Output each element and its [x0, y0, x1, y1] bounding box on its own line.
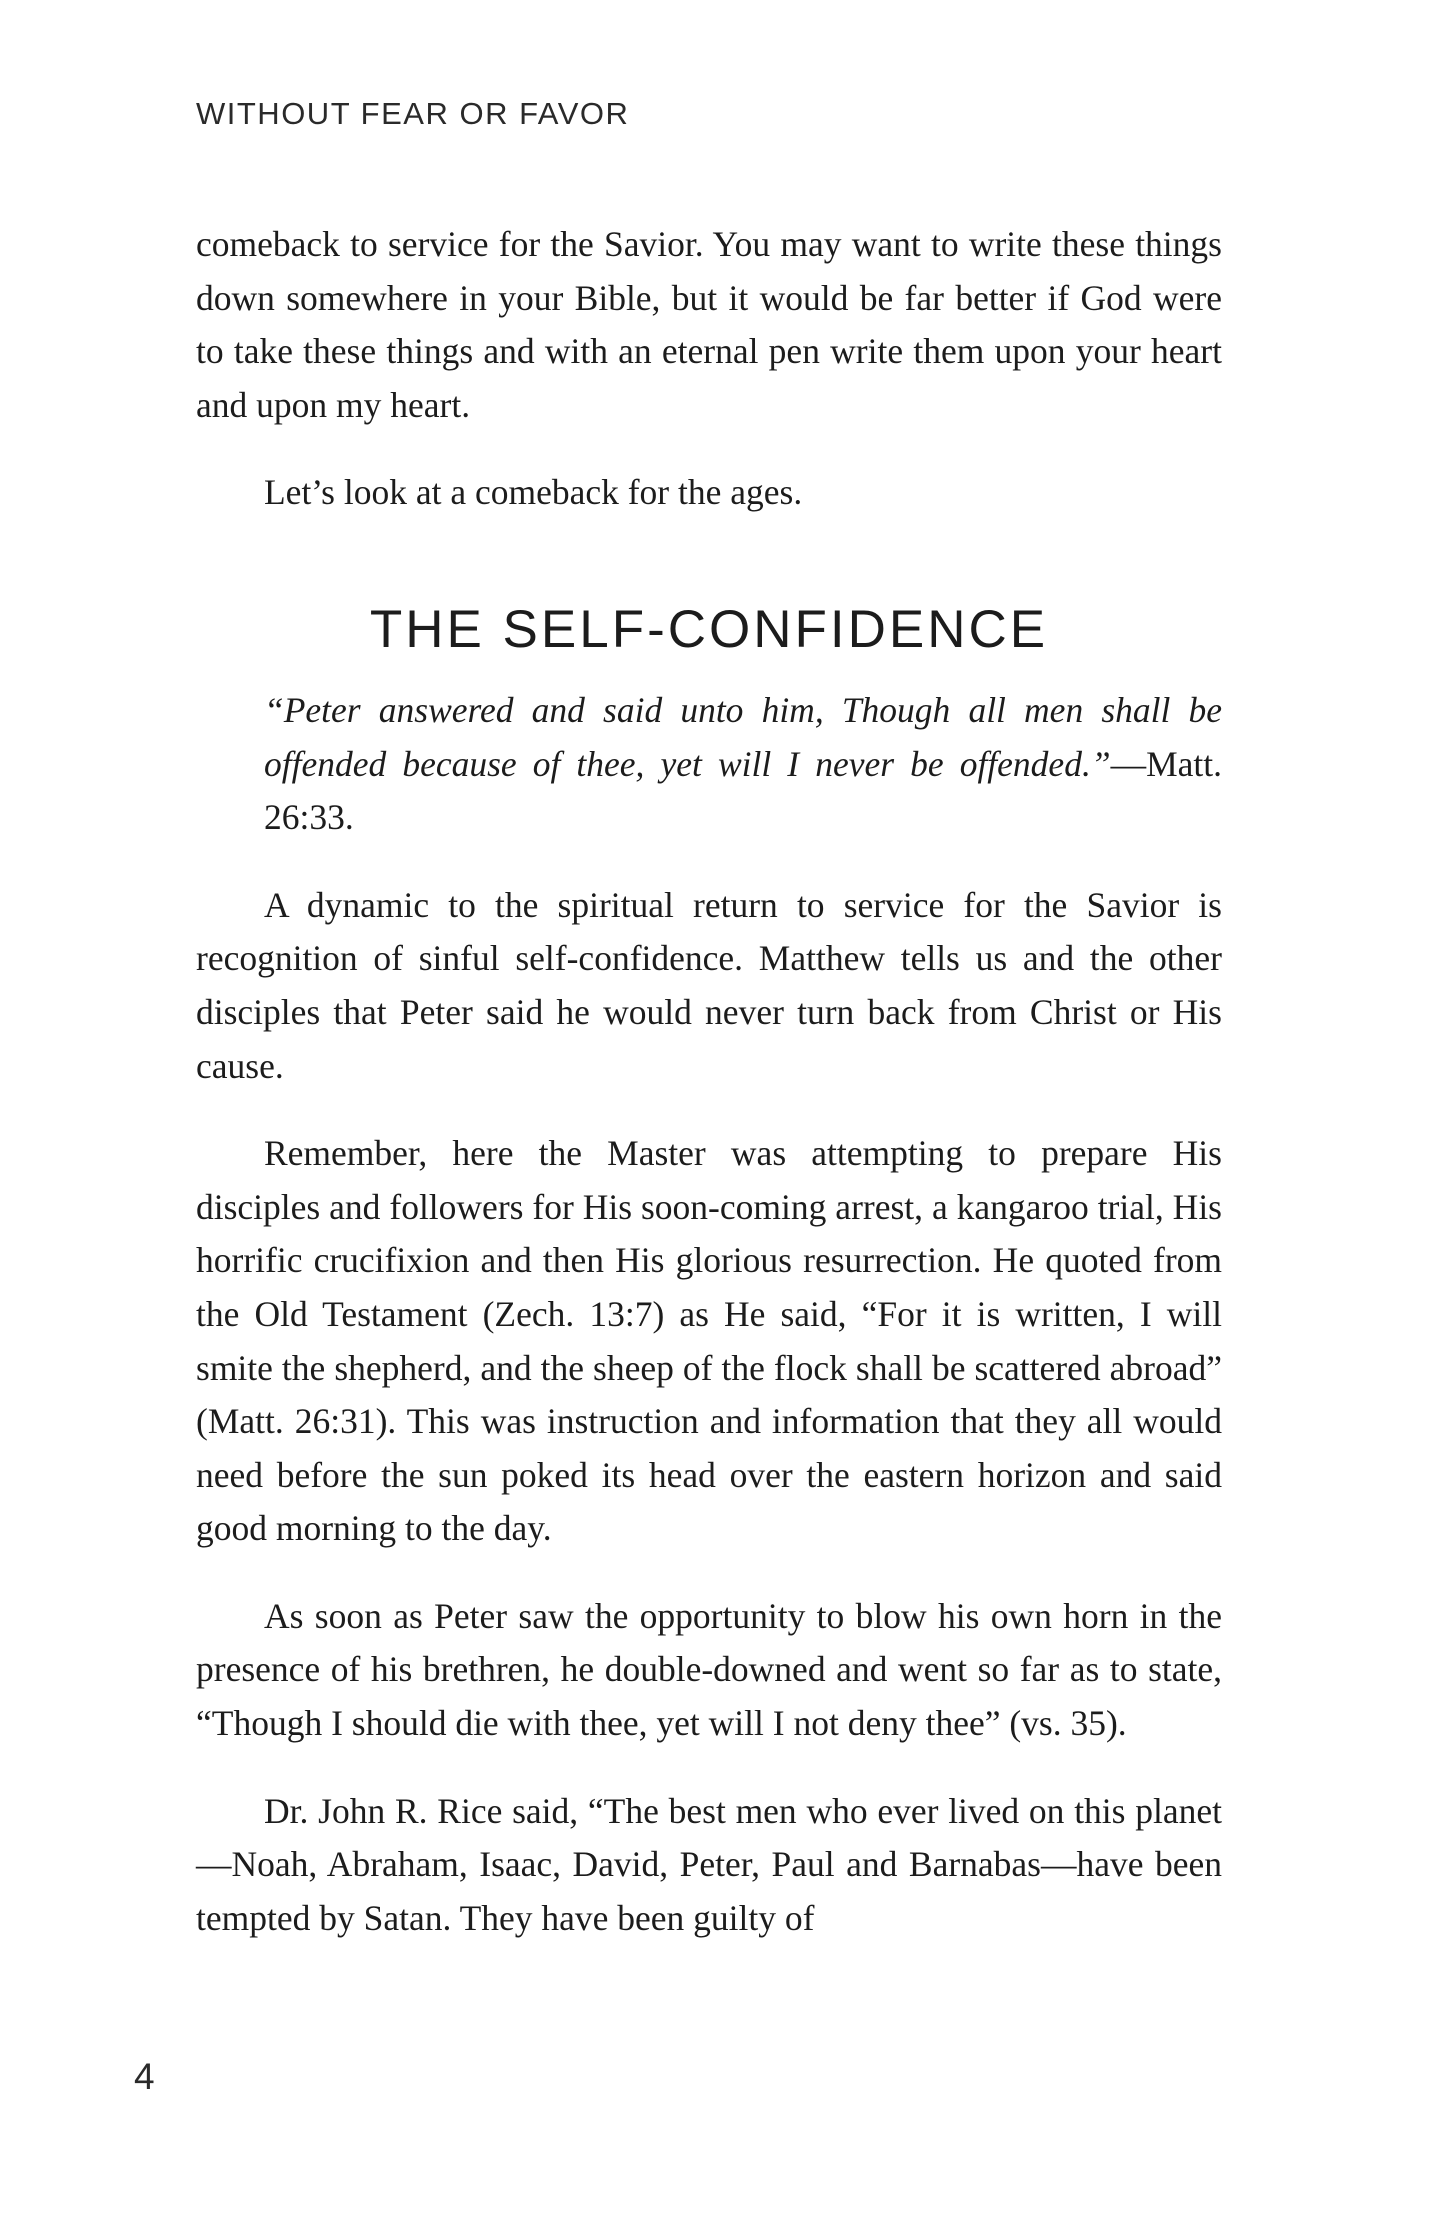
paragraph-4: Remember, here the Master was attempting to prepare His disciples and followers for His soon-coming arrest, a kangaroo trial, His horrific crucifixion and then His glorious resurrection. He quoted from the Old Testament (Zech. 13:7) as He said, “For it is written, I will smite the shepherd, and the sheep of the flock shall be scattered abroad” (Matt. 26:31). This was instruction and information that they all would need before the sun poked its head over the eastern horizon and said good morning to the day. [196, 1133, 1222, 1549]
page-number: 4 [134, 2056, 155, 2097]
paragraph-2: Let’s look at a comeback for the ages. [264, 472, 803, 513]
page-body [196, 218, 1222, 1979]
section-heading: THE SELF-CONFIDENCE [369, 599, 1049, 659]
epigraph [196, 684, 1222, 845]
epigraph-citation: —Matt. 26:33. [264, 743, 1222, 838]
paragraph-5: As soon as Peter saw the opportunity to blow his own horn in the presence of his brethren, he double-downed and went so far as to state, “Though I should die with thee, yet will I not deny thee” (vs. 35). [196, 1595, 1222, 1744]
paragraph-6: Dr. John R. Rice said, “The best men who ever lived on this planet—Noah, Abraham, Isaac, David, Peter, Paul and Barnabas—have been tempted by Satan. They have been guilty of [196, 1790, 1222, 1938]
paragraph-3: A dynamic to the spiritual return to service for the Savior is recognition of sinful self-confidence. Matthew tells us and the other disciples that Peter said he would never turn back from Christ or His cause. [196, 884, 1222, 1086]
paragraph-1: comeback to service for the Savior. You may want to write these things down somewhere in your Bible, but it would be far better if God were to take these things and with an eternal pen write them upon your heart and upon my heart. [196, 224, 1222, 425]
epigraph-quote: “Peter answered and said unto him, Though all men shall be offended because of thee, yet will I never be offended.” [264, 689, 1222, 784]
running-head: WITHOUT FEAR OR FAVOR [196, 96, 630, 131]
